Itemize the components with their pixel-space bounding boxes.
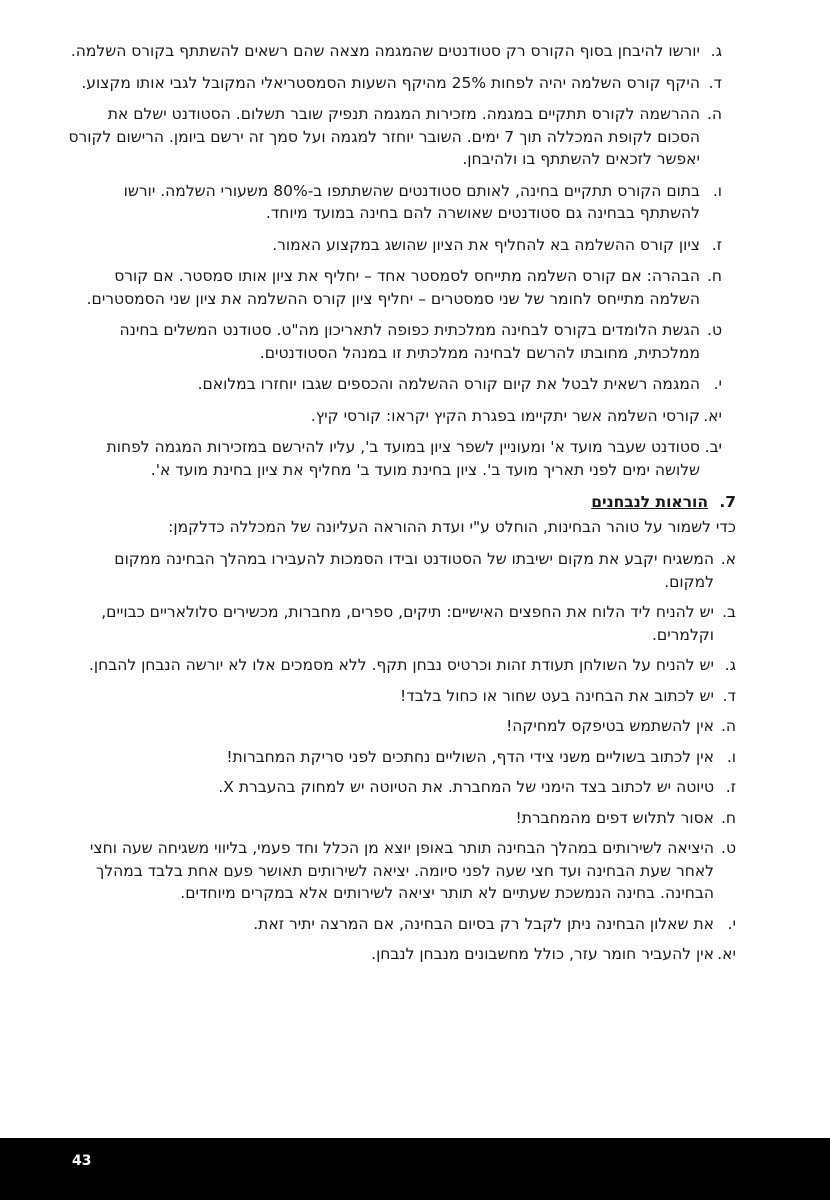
list-item-letter: ו. — [726, 747, 736, 766]
section-heading — [62, 491, 736, 514]
list-item-letter: ד. — [722, 686, 736, 705]
list-item-letter: ה. — [706, 105, 722, 123]
list-item-text: סטודנט שעבר מועד א' ומעוניין לשפר ציון במועד ב', עליו להירשם במזכירות המגמה לפחות שלושה ימים לפני תאריך מועד ב'. ציון בחינת מועד ב' מחליף את ציון בחינת מועד א'. — [106, 438, 700, 479]
list-item — [62, 405, 722, 428]
list-item-text: טיוטה יש לכתוב בצד הימני של המחברת. את הטיוטה יש למחוק בהעברת X. — [218, 778, 714, 796]
rules-list-makeup-course — [62, 40, 722, 481]
list-item-letter: ג. — [724, 656, 736, 674]
page-number: 43 — [72, 1153, 92, 1169]
list-item — [62, 913, 736, 936]
list-item — [62, 685, 736, 708]
list-item-text: יורשו להיבחן בסוף הקורס רק סטודנטים שהמגמה מצאה שהם רשאים להשתתף בקורס השלמה. — [70, 42, 700, 60]
list-item-text: בתום הקורס תתקיים בחינה, לאותם סטודנטים שהשתתפו ב-80% משעורי השלמה. יורשו להשתתף בבחינה גם סטודנטים שאושרה להם בחינה במועד מיוחד. — [123, 181, 700, 222]
list-item-letter: ו. — [712, 181, 722, 200]
list-item-text: אין לכתוב בשוליים משני צידי הדף, השוליים נחתכים לפני סריקת המחברות! — [226, 747, 714, 766]
page-content — [62, 40, 736, 974]
list-item-text: יש לכתוב את הבחינה בעט שחור או כחול בלבד! — [400, 686, 714, 705]
list-item — [62, 40, 722, 63]
list-item-text: אין להשתמש בטיפקס למחיקה! — [506, 717, 714, 735]
list-item — [62, 654, 736, 677]
list-item — [62, 943, 736, 966]
list-item — [62, 319, 722, 364]
list-item — [62, 265, 722, 310]
list-item-text: ציון קורס ההשלמה בא להחליף את הציון שהושג במקצוע האמור. — [272, 235, 700, 254]
list-item-letter: ג. — [710, 42, 722, 60]
list-item-letter: יא. — [703, 406, 722, 425]
list-item-text: אסור לתלוש דפים מהמחברת! — [515, 808, 714, 827]
section-number: 7. — [719, 493, 736, 511]
list-item-letter: ח. — [720, 808, 736, 827]
list-item — [62, 715, 736, 738]
list-item-letter: ז. — [725, 778, 736, 796]
list-item-letter: ז. — [711, 235, 722, 254]
list-item-text: היציאה לשירותים במהלך הבחינה תותר באופן יוצא מן הכלל וחד פעמי, בליווי משגיחה שעה וחצי לאחר שעת הבחינה ועד חצי שעה לפני סיומה. יציאה לשירותים תאושר פעם אחת בלבד במהלך הבחינה. בחינה הנמשכת שעתיים לא תותר יציאה לשירותים אלא במקרים מיוחדים. — [89, 839, 714, 902]
list-item-text: קורסי השלמה אשר יתקיימו בפגרת הקיץ יקראו: קורסי קיץ. — [310, 406, 700, 425]
list-item-text: יש להניח על השולחן תעודת זהות וכרטיס נבחן תקף. ללא מסמכים אלו לא יורשה הנבחן להבחן. — [88, 656, 714, 674]
list-item — [62, 373, 722, 396]
list-item — [62, 776, 736, 799]
list-item — [62, 548, 736, 593]
list-item-letter: ט. — [707, 321, 722, 339]
list-item-text: ההרשמה לקורס תתקיים במגמה. מזכירות המגמה תנפיק שובר תשלום. הסטודנט ישלם את הסכום לקופת המכללה תוך 7 ימים. השובר יוחזר למגמה ועל סמך זה ירשם ביומן. הרישום לקורס יאפשר לזכאים להשתתף בו ולהיבחן. — [68, 105, 700, 168]
list-item-text: המגמה רשאית לבטל את קיום קורס ההשלמה והכספים שגבו יוחזרו במלואם. — [197, 375, 700, 393]
list-item-text: את שאלון הבחינה ניתן לקבל רק בסיום הבחינה, אם המרצה יתיר זאת. — [253, 914, 714, 933]
list-item — [62, 103, 722, 171]
list-item-text: המשגיח יקבע את מקום ישיבתו של הסטודנט ובידו הסמכות להעבירו במהלך הבחינה ממקום למקום. — [114, 550, 714, 591]
list-item-letter: ד. — [708, 73, 722, 92]
list-item-letter: י. — [713, 375, 722, 393]
list-item-text: הגשת הלומדים בקורס לבחינה ממלכתית כפופה לתאריכון מה"ט. סטודנט המשלים בחינה ממלכתית, מחובתו להרשם לבחינה ממלכתית זו במנהל הסטודנטים. — [119, 321, 700, 362]
list-item-letter: י. — [727, 914, 736, 933]
list-item-text: יש להניח ליד הלוח את החפצים האישיים: תיקים, ספרים, מחברות, מכשירים סלולאריים כבויים, וקלמרים. — [101, 603, 714, 644]
page-footer — [0, 1138, 830, 1200]
list-item-letter: יב. — [704, 438, 722, 456]
list-item — [62, 807, 736, 830]
list-item-text: הבהרה: אם קורס השלמה מתייחס לסמסטר אחד – יחליף את ציון אותו סמסטר. אם קורס השלמה מתייחס לחומר של שני סמסטרים – יחליף ציון קורס ההשלמה את ציון שני הסמסטרים. — [86, 267, 700, 308]
list-item — [62, 72, 722, 95]
list-item — [62, 746, 736, 769]
list-item-letter: ח. — [706, 267, 722, 285]
list-item — [62, 234, 722, 257]
section-intro: כדי לשמור על טוהר הבחינות, הוחלט ע"י ועדת ההוראה העליונה של המכללה כדלקמן: — [168, 517, 736, 536]
list-item — [62, 436, 722, 481]
list-item-letter: ט. — [721, 839, 736, 857]
list-item-letter: ה. — [720, 717, 736, 735]
list-item-letter: א. — [720, 550, 736, 568]
list-item — [62, 837, 736, 905]
list-item-text: אין להעביר חומר עזר, כולל מחשבונים מנבחן לנבחן. — [371, 945, 714, 963]
list-item-letter: ב. — [722, 603, 736, 621]
list-item-letter: יא. — [717, 945, 736, 963]
list-item — [62, 601, 736, 646]
list-item-text: היקף קורס השלמה יהיה לפחות 25% מהיקף השעות הסמסטריאלי המקובל לגבי אותו מקצוע. — [81, 73, 700, 92]
list-item — [62, 180, 722, 225]
section-title: הוראות לנבחנים — [591, 493, 708, 511]
rules-list-examinees — [62, 548, 736, 966]
